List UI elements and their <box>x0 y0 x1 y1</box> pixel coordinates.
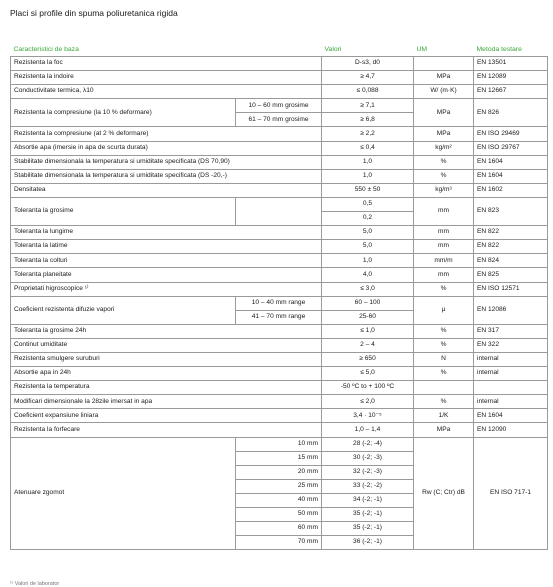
row-label: Continut umiditate <box>11 338 322 352</box>
row-label: Densitatea <box>11 183 322 197</box>
row-unit: 1/K <box>414 409 474 423</box>
row-sublabel: 25 mm <box>236 479 322 493</box>
row-method: EN 823 <box>474 197 548 225</box>
row-unit: MPa <box>414 99 474 127</box>
row-method: EN 12086 <box>474 296 548 324</box>
row-unit: % <box>414 324 474 338</box>
row-value: 550 ± 50 <box>322 183 414 197</box>
row-label: Proprietati higroscopice ¹⁾ <box>11 282 322 296</box>
row-method: EN ISO 12571 <box>474 282 548 296</box>
row-sublabel: 60 mm <box>236 522 322 536</box>
row-unit: mm <box>414 226 474 240</box>
row-label: Modificari dimensionale la 28zile imersat in apa <box>11 395 322 409</box>
row-sublabel: 50 mm <box>236 508 322 522</box>
row-method: EN 12667 <box>474 85 548 99</box>
table-row <box>11 268 548 282</box>
table-row <box>11 169 548 183</box>
row-label: Stabilitate dimensionala la temperatura si umiditate specificata (DS 70,90) <box>11 155 322 169</box>
row-value: 35 (-2; -1) <box>322 508 414 522</box>
row-label: Absortie apa (imersie in apa de scurta durata) <box>11 141 322 155</box>
table-row <box>11 282 548 296</box>
table-row <box>11 155 548 169</box>
page-title: Placi si profile din spuma poliuretanica rigida <box>10 8 178 18</box>
row-unit: % <box>414 338 474 352</box>
row-value: 1,0 <box>322 155 414 169</box>
row-label: Toleranta la lungime <box>11 226 322 240</box>
row-label: Rezistenta la temperatura <box>11 381 322 395</box>
row-method: EN 1604 <box>474 169 548 183</box>
row-unit <box>414 57 474 71</box>
table-row <box>11 71 548 85</box>
table-row <box>11 141 548 155</box>
header-unit: UM <box>416 45 428 53</box>
table-row <box>11 183 548 197</box>
row-method: EN 12090 <box>474 423 548 437</box>
row-method: EN ISO 717-1 <box>474 437 548 550</box>
row-value: 25-60 <box>322 310 414 324</box>
table-row <box>11 240 548 254</box>
row-label: Absortie apa in 24h <box>11 367 322 381</box>
header-method: Metoda testare <box>476 45 522 53</box>
row-method: EN 1602 <box>474 183 548 197</box>
row-method: internal <box>474 367 548 381</box>
row-label: Stabilitate dimensionala la temperatura si umiditate specificata (DS -20,-) <box>11 169 322 183</box>
row-value: 3,4 · 10⁻⁵ <box>322 409 414 423</box>
row-method: EN 824 <box>474 254 548 268</box>
table-row <box>11 338 548 352</box>
row-sublabel: 40 mm <box>236 493 322 507</box>
row-value: 32 (-2; -3) <box>322 465 414 479</box>
table-header <box>11 44 548 57</box>
row-sublabel: 20 mm <box>236 465 322 479</box>
row-method: internal <box>474 395 548 409</box>
table-row <box>11 127 548 141</box>
row-value: ≥ 4,7 <box>322 71 414 85</box>
row-sublabel: 10 – 60 mm grosime <box>236 99 322 113</box>
table-row <box>11 296 548 310</box>
row-value: ≥ 650 <box>322 352 414 366</box>
table-row <box>11 352 548 366</box>
row-unit: N <box>414 352 474 366</box>
row-value: ≥ 2,2 <box>322 127 414 141</box>
row-sublabel: 10 – 40 mm range <box>236 296 322 310</box>
row-value: 28 (-2; -4) <box>322 437 414 451</box>
row-value: ≥ 6,8 <box>322 113 414 127</box>
row-unit: W/ (m·K) <box>414 85 474 99</box>
row-value: ≥ 7,1 <box>322 99 414 113</box>
row-value: 34 (-2; -1) <box>322 493 414 507</box>
row-label: Toleranta la latime <box>11 240 322 254</box>
row-value: ≤ 2,0 <box>322 395 414 409</box>
row-unit: % <box>414 155 474 169</box>
row-value: 1,0 <box>322 254 414 268</box>
row-value: ≤ 1,0 <box>322 324 414 338</box>
row-method <box>474 381 548 395</box>
row-method: EN ISO 29767 <box>474 141 548 155</box>
row-sublabel <box>236 197 322 225</box>
row-unit: mm <box>414 268 474 282</box>
row-unit: mm/m <box>414 254 474 268</box>
row-method: EN 322 <box>474 338 548 352</box>
row-unit: % <box>414 367 474 381</box>
row-label: Rezistenta la indoire <box>11 71 322 85</box>
table-row <box>11 367 548 381</box>
row-method: EN 825 <box>474 268 548 282</box>
row-value: 30 (-2; -3) <box>322 451 414 465</box>
row-value: ≤ 3,0 <box>322 282 414 296</box>
table-row <box>11 254 548 268</box>
row-unit: MPa <box>414 127 474 141</box>
row-label: Conductivitate termica, λ10 <box>11 85 322 99</box>
row-label: Atenuare zgomot <box>11 437 236 550</box>
row-value: 0,2 <box>322 212 414 226</box>
row-unit: % <box>414 395 474 409</box>
table-row <box>11 57 548 71</box>
row-unit: MPa <box>414 71 474 85</box>
row-value: 36 (-2; -1) <box>322 536 414 550</box>
table-row <box>11 324 548 338</box>
row-method: EN 317 <box>474 324 548 338</box>
row-value: 1,0 <box>322 169 414 183</box>
row-sublabel: 61 – 70 mm grosime <box>236 113 322 127</box>
row-unit: MPa <box>414 423 474 437</box>
row-label: Rezistenta smulgere suruburi <box>11 352 322 366</box>
row-method: EN 13501 <box>474 57 548 71</box>
row-unit: μ <box>414 296 474 324</box>
table-row <box>11 395 548 409</box>
row-label: Rezistenta la compresiune (at 2 % deformare) <box>11 127 322 141</box>
table-row <box>11 197 548 211</box>
row-value: ≤ 0,088 <box>322 85 414 99</box>
row-value: 0,5 <box>322 197 414 211</box>
row-method: EN ISO 29469 <box>474 127 548 141</box>
row-value: 33 (-2; -2) <box>322 479 414 493</box>
row-unit: mm <box>414 240 474 254</box>
row-unit <box>414 381 474 395</box>
row-label: Toleranta la grosime <box>11 197 236 225</box>
row-value: D-s3, d0 <box>322 57 414 71</box>
row-method: EN 822 <box>474 226 548 240</box>
row-label: Toleranta planeitate <box>11 268 322 282</box>
row-label: Rezistenta la forfecare <box>11 423 322 437</box>
header-characteristic: Caracteristici de baza <box>13 45 79 53</box>
row-value: ≤ 0,4 <box>322 141 414 155</box>
row-value: 5,0 <box>322 240 414 254</box>
table-row <box>11 409 548 423</box>
row-label: Coeficient expansiune liniara <box>11 409 322 423</box>
row-method: EN 1604 <box>474 155 548 169</box>
header-values: Valori <box>324 45 342 53</box>
row-unit: % <box>414 282 474 296</box>
row-method: EN 826 <box>474 99 548 127</box>
row-unit: kg/m² <box>414 141 474 155</box>
row-label: Rezistenta la compresiune (la 10 % deformare) <box>11 99 236 127</box>
row-sublabel: 15 mm <box>236 451 322 465</box>
row-method: EN 12089 <box>474 71 548 85</box>
row-label: Coeficient rezistenta difuzie vapori <box>11 296 236 324</box>
row-unit: % <box>414 169 474 183</box>
row-sublabel: 10 mm <box>236 437 322 451</box>
row-method: internal <box>474 352 548 366</box>
row-value: 60 – 100 <box>322 296 414 310</box>
row-value: 2 – 4 <box>322 338 414 352</box>
table-row <box>11 381 548 395</box>
row-value: 5,0 <box>322 226 414 240</box>
row-method: EN 822 <box>474 240 548 254</box>
row-sublabel: 41 – 70 mm range <box>236 310 322 324</box>
row-label: Toleranta la colturi <box>11 254 322 268</box>
properties-table <box>10 44 548 550</box>
row-value: -50 ºC to + 100 ºC <box>322 381 414 395</box>
row-unit: kg/m³ <box>414 183 474 197</box>
footnote: ¹⁾ Valori de laborator <box>10 581 60 587</box>
table-row <box>11 99 548 113</box>
row-label: Toleranta la grosime 24h <box>11 324 322 338</box>
table-row <box>11 85 548 99</box>
table-row <box>11 437 548 451</box>
table-row <box>11 423 548 437</box>
row-unit: Rw (C; Ctr) dB <box>414 437 474 550</box>
row-unit: mm <box>414 197 474 225</box>
row-value: 4,0 <box>322 268 414 282</box>
row-sublabel: 70 mm <box>236 536 322 550</box>
row-value: 35 (-2; -1) <box>322 522 414 536</box>
row-value: ≤ 5,0 <box>322 367 414 381</box>
table-row <box>11 226 548 240</box>
row-label: Rezistenta la foc <box>11 57 322 71</box>
row-method: EN 1604 <box>474 409 548 423</box>
row-value: 1,0 – 1,4 <box>322 423 414 437</box>
